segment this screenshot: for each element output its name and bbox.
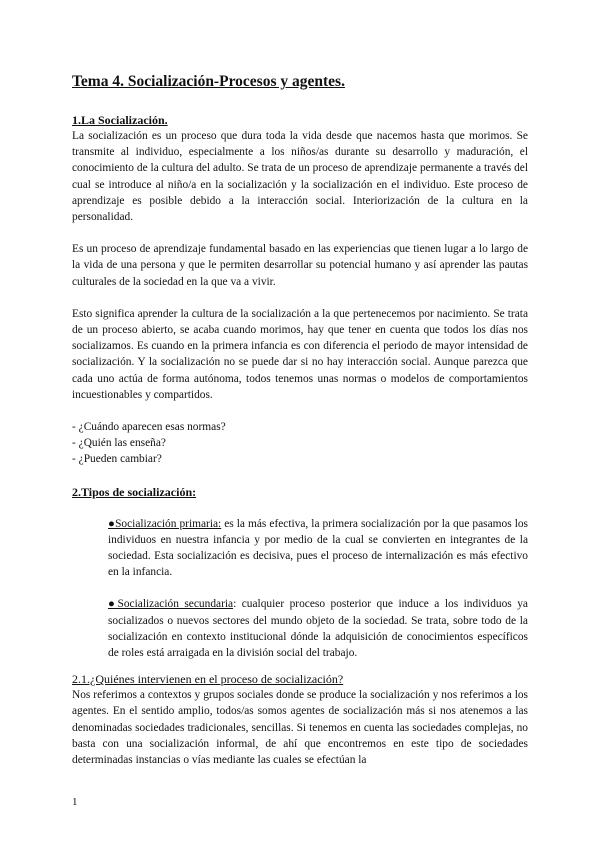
section-1-heading: 1.La Socialización. xyxy=(72,113,168,127)
secondary-socialization-term: ●Socialización secundaria xyxy=(108,598,234,611)
page-title: Tema 4. Socialización-Procesos y agentes. xyxy=(72,73,345,90)
page-number: 1 xyxy=(72,796,78,808)
section-1-paragraph-2: Es un proceso de aprendizaje fundamental basado en las experiencias que tienen lugar a lo largo de la vida de una persona y que le permiten desarrollar su potencial humano y así aprender las pautas culturales de la sociedad en la que va a vivir. xyxy=(72,243,528,288)
primary-socialization-text: es la más efectiva, la primera socialización por la que pasamos los individuos en nuestra infancia y por medio de la cual se convierten en integrantes de la sociedad. Esta socialización es decisiva, pues el proceso de internalización es más efectivo en la infancia. xyxy=(108,517,528,579)
question-item: - ¿Pueden cambiar? xyxy=(72,453,162,466)
question-item: - ¿Quién las enseña? xyxy=(72,437,166,450)
secondary-socialization-paragraph xyxy=(108,596,528,661)
primary-socialization-paragraph xyxy=(108,516,528,581)
section-2-heading: 2.Tipos de socialización: xyxy=(72,484,197,499)
question-item: - ¿Cuándo aparecen esas normas? xyxy=(72,421,226,434)
page-content xyxy=(72,72,528,768)
section-2-1-heading: 2.1.¿Quiénes intervienen en el proceso de socialización? xyxy=(72,672,344,687)
section-1-paragraph-3: Esto significa aprender la cultura de la socialización a la que pertenecemos por nacimiento. Se trata de un proceso abierto, se acaba cuando morimos, hay que tener en cuenta que todos los días nos socializamos. Es cuando en la primera infancia es con diferencia el periodo de mayor intensidad de socialización. Y la socialización no se puede dar si no hay interacción social. Aunque parezca que cada uno actúa de forma autónoma, todos tenemos unas normas o modelos de comportamientos incuestionables y compartidos. xyxy=(72,307,528,401)
primary-socialization-term: ●Socialización primaria: xyxy=(108,517,222,530)
secondary-socialization-text: : cualquier proceso posterior que induce a los individuos ya socializados o nuevos sectores del mundo objeto de la sociedad. Se trata, sobre todo de la socialización en contexto institucional dónde la adquisición de conocimientos específicos de roles está arraigada en la división social del trabajo. xyxy=(108,598,528,660)
section-2-1-paragraph-1: Nos referimos a contextos y grupos sociales donde se produce la socialización y nos referimos a los agentes. En el sentido amplio, todos/as somos agentes de socialización más si nos atenemos a las denominadas sociedades tradicionales, sencillas. Si tenemos en cuenta las sociedades complejas, no basta con una socialización informal, de ahí que encontremos en este tipo de sociedades determinadas instancias o vías mediante las cuales se efectúan la xyxy=(72,689,528,767)
section-1-paragraph-1: La socialización es un proceso que dura toda la vida desde que nacemos hasta que morimos. Se transmite al individuo, especialmente a los niños/as durante su desarrollo y maduración, el conocimiento de la cultura del adulto. Se trata de un proceso de aprendizaje permanente a través del cual se introduce al niño/a en la socialización y la socialización en el individuo. Este proceso de aprendizaje es posible debido a la interacción social. Interiorización de la cultura en la personalidad. xyxy=(72,130,528,224)
